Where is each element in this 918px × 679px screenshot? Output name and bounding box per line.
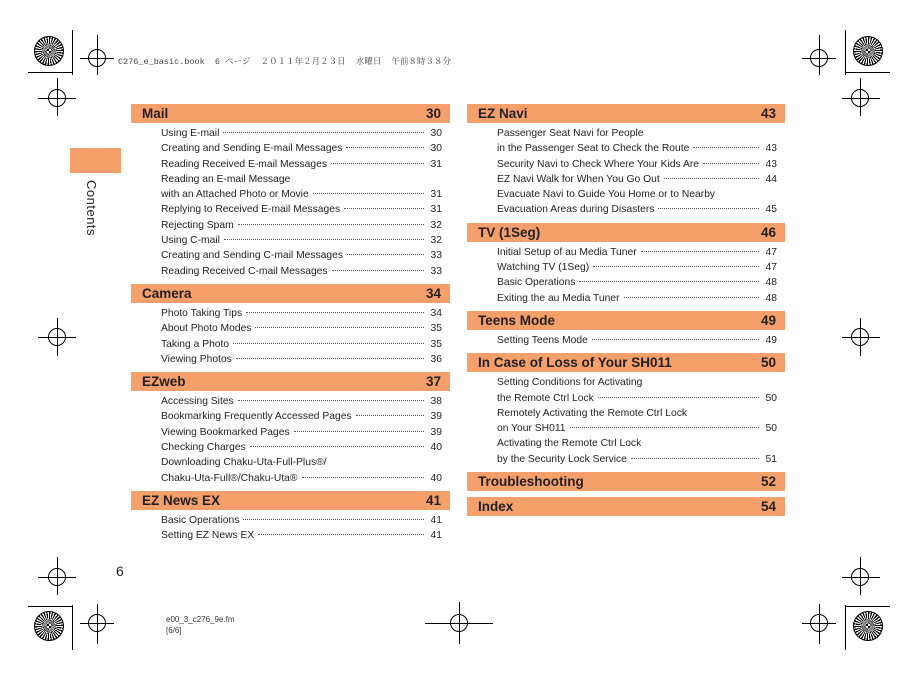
toc-entry-title: Replying to Received E-mail Messages	[161, 204, 341, 216]
crop-line	[860, 557, 861, 595]
section-page: 52	[760, 474, 776, 490]
dot-leader	[593, 266, 759, 267]
section-title: EZ News EX	[142, 492, 221, 508]
dot-leader	[332, 270, 424, 271]
section-entry-list	[467, 330, 785, 353]
toc-entry-page: 49	[765, 334, 777, 346]
section-entry-list	[131, 510, 450, 549]
toc-entry-page: 50	[765, 392, 777, 404]
toc-entry-row	[497, 452, 777, 467]
toc-entry-row	[161, 233, 442, 248]
section-title: In Case of Loss of Your SH011	[478, 355, 672, 371]
toc-entry-row	[161, 264, 442, 279]
toc-entry[interactable]	[497, 291, 777, 306]
crop-line	[459, 602, 460, 644]
toc-entry-row	[497, 202, 777, 217]
toc-entry-page: 31	[430, 189, 442, 201]
page-number: 6	[116, 563, 124, 579]
toc-entry-page: 43	[765, 158, 777, 170]
section-header[interactable]	[467, 104, 785, 123]
section-page: 49	[760, 312, 776, 328]
section-header[interactable]	[467, 223, 785, 242]
footer-pages: [6/6]	[166, 626, 182, 635]
section-entry-list	[131, 123, 450, 284]
print-header: C276_e_basic.book 6 ページ ２０１１年２月２３日 水曜日 午前８時３８分	[118, 57, 452, 67]
section-header[interactable]	[131, 491, 450, 510]
toc-entry-row	[161, 352, 442, 367]
toc-entry-row	[161, 248, 442, 263]
toc-entry-title: Reading Received C-mail Messages	[161, 265, 328, 277]
section-header[interactable]	[131, 372, 450, 391]
toc-left-column	[131, 104, 450, 549]
toc-entry-title-line: Reading an E-mail Message	[161, 173, 291, 185]
toc-entry[interactable]	[161, 513, 442, 528]
toc-entry-title: Taking a Photo	[161, 338, 230, 350]
toc-entry-page: 43	[765, 143, 777, 155]
footer-file-info	[166, 614, 235, 636]
toc-entry[interactable]	[161, 337, 442, 352]
toc-entry-page: 40	[430, 442, 442, 454]
dot-leader	[344, 208, 424, 209]
section-page: 54	[760, 499, 776, 515]
toc-entry-title: Watching TV (1Seg)	[497, 262, 590, 274]
toc-entry-row	[161, 394, 442, 409]
toc-entry-title: Evacuation Areas during Disasters	[497, 204, 655, 216]
crop-line	[819, 604, 820, 644]
toc-entry-row	[497, 141, 777, 156]
dot-leader	[631, 458, 759, 459]
toc-entry-title: Reading Received E-mail Messages	[161, 158, 327, 170]
section-title: TV (1Seg)	[478, 224, 541, 240]
dot-leader	[331, 163, 424, 164]
toc-entry-page: 47	[765, 246, 777, 258]
toc-entry-title: Checking Charges	[161, 442, 246, 454]
toc-entry-row	[161, 157, 442, 172]
toc-entry-row	[161, 513, 442, 528]
toc-entry[interactable]	[161, 528, 442, 543]
toc-entry-page: 35	[430, 338, 442, 350]
toc-entry-title: Using C-mail	[161, 235, 220, 247]
toc-entry-title: Creating and Sending C-mail Messages	[161, 250, 344, 262]
dot-leader	[592, 339, 759, 340]
toc-entry-title: Using E-mail	[161, 128, 220, 139]
footer-filename: e00_3_c276_9e.fm	[166, 615, 235, 624]
toc-entry-row	[161, 306, 442, 321]
toc-entry-page: 51	[765, 453, 777, 465]
section-title: EZ Navi	[478, 106, 528, 121]
toc-entry-title-line: Remotely Activating the Remote Ctrl Lock	[497, 407, 687, 419]
toc-entry-row	[161, 471, 442, 486]
section-header[interactable]	[467, 497, 785, 516]
toc-entry-row	[497, 333, 777, 348]
toc-entry-title: Creating and Sending E-mail Messages	[161, 143, 343, 155]
toc-entry-title: Setting EZ News EX	[161, 530, 255, 542]
toc-entry[interactable]	[497, 260, 777, 275]
contents-side-label: Contents	[84, 180, 99, 237]
crop-line	[28, 606, 73, 607]
toc-entry-title-line: Downloading Chaku-Uta-Full-Plus®/	[161, 457, 327, 469]
dot-leader	[233, 343, 424, 344]
registration-burst-icon	[34, 36, 64, 66]
toc-entry-title: the Remote Ctrl Lock	[497, 392, 594, 404]
toc-entry-page: 41	[430, 530, 442, 542]
toc-entry-row	[497, 245, 777, 260]
toc-entry-title: Exiting the au Media Tuner	[497, 292, 620, 304]
toc-entry-title: Chaku-Uta-Full®/Chaku-Uta®	[161, 472, 298, 484]
toc-entry-row	[161, 202, 442, 217]
toc-entry[interactable]	[161, 306, 442, 321]
toc-entry-row	[497, 291, 777, 306]
toc-entry[interactable]	[497, 333, 777, 348]
toc-entry[interactable]	[497, 275, 777, 290]
section-header[interactable]	[131, 284, 450, 303]
toc-entry-page: 38	[430, 396, 442, 408]
toc-entry-page: 33	[430, 265, 442, 277]
dot-leader	[703, 163, 759, 164]
toc-entry-row	[161, 321, 442, 336]
toc-entry-title: Bookmarking Frequently Accessed Pages	[161, 411, 352, 423]
toc-entry-title: Viewing Photos	[161, 353, 232, 365]
toc-entry[interactable]	[497, 126, 777, 157]
toc-entry[interactable]	[161, 233, 442, 248]
crop-line	[57, 557, 58, 595]
toc-entry-page: 31	[430, 204, 442, 216]
toc-entry[interactable]	[161, 157, 442, 172]
dot-leader	[236, 358, 424, 359]
dot-leader	[641, 251, 759, 252]
toc-entry-page: 50	[765, 423, 777, 435]
section-page: 43	[760, 106, 776, 121]
dot-leader	[579, 281, 759, 282]
dot-leader	[658, 208, 759, 209]
dot-leader	[302, 477, 425, 478]
toc-entry[interactable]	[161, 425, 442, 440]
section-header[interactable]	[467, 472, 785, 491]
dot-leader	[356, 415, 424, 416]
toc-entry-page: 45	[765, 204, 777, 216]
toc-entry-page: 40	[430, 472, 442, 484]
crop-line	[57, 318, 58, 356]
toc-entry-row	[161, 218, 442, 233]
toc-entry-row	[497, 391, 777, 406]
toc-entry-row	[497, 421, 777, 436]
toc-entry-row	[497, 260, 777, 275]
toc-entry[interactable]	[161, 141, 442, 156]
toc-entry[interactable]	[161, 321, 442, 336]
dot-leader	[693, 147, 759, 148]
section-header[interactable]	[467, 353, 785, 372]
toc-entry-title: Accessing Sites	[161, 396, 234, 408]
dot-leader	[598, 397, 759, 398]
toc-entry[interactable]	[497, 406, 777, 437]
toc-entry-page: 30	[430, 128, 442, 139]
registration-burst-icon	[853, 36, 883, 66]
toc-entry-page: 34	[430, 307, 442, 319]
toc-entry-title: Basic Operations	[497, 277, 576, 289]
toc-entry[interactable]	[161, 126, 442, 141]
toc-entry-title: Viewing Bookmarked Pages	[161, 426, 290, 438]
crop-line	[57, 78, 58, 116]
dot-leader	[570, 427, 759, 428]
toc-entry[interactable]	[161, 352, 442, 367]
dot-leader	[664, 178, 759, 179]
toc-entry-row	[497, 275, 777, 290]
toc-entry-title: with an Attached Photo or Movie	[161, 189, 309, 201]
section-page: 46	[760, 224, 776, 240]
section-title: Index	[478, 499, 514, 515]
section-header[interactable]	[467, 311, 785, 330]
registration-burst-icon	[853, 611, 883, 641]
crop-line	[72, 30, 73, 75]
section-entry-list	[467, 516, 785, 522]
toc-entry-row	[161, 425, 442, 440]
crop-line	[97, 604, 98, 644]
dot-leader	[243, 519, 424, 520]
toc-entry-page: 31	[430, 158, 442, 170]
toc-entry-title-line: Evacuate Navi to Guide You Home or to Nearby	[497, 189, 716, 201]
dot-leader	[250, 446, 424, 447]
toc-entry-page: 48	[765, 277, 777, 289]
toc-entry[interactable]	[161, 202, 442, 217]
section-title: Camera	[142, 285, 192, 301]
dot-leader	[258, 534, 424, 535]
toc-entry[interactable]	[497, 172, 777, 187]
section-header[interactable]	[131, 104, 450, 123]
section-title: EZweb	[142, 374, 186, 390]
section-entry-list	[467, 242, 785, 311]
toc-entry-title-line: Setting Conditions for Activating	[497, 377, 643, 389]
registration-burst-icon	[34, 611, 64, 641]
toc-entry[interactable]	[161, 440, 442, 455]
toc-entry-row	[161, 440, 442, 455]
crop-line	[72, 605, 73, 650]
crop-line	[819, 35, 820, 75]
crop-line	[842, 98, 880, 99]
toc-entry-row	[497, 157, 777, 172]
toc-entry-page: 48	[765, 292, 777, 304]
toc-entry-page: 32	[430, 219, 442, 231]
toc-entry-row	[161, 141, 442, 156]
toc-entry-title: Security Navi to Check Where Your Kids Are	[497, 158, 700, 170]
contents-side-tab	[70, 148, 121, 173]
toc-entry-title: Basic Operations	[161, 514, 240, 526]
dot-leader	[223, 132, 424, 133]
toc-entry[interactable]	[497, 375, 777, 406]
toc-entry[interactable]	[161, 455, 442, 486]
section-page: 37	[425, 374, 441, 390]
dot-leader	[224, 239, 424, 240]
crop-line	[28, 72, 73, 73]
dot-leader	[294, 431, 424, 432]
toc-entry-title: Setting Teens Mode	[497, 334, 588, 346]
crop-line	[860, 318, 861, 356]
dot-leader	[255, 327, 424, 328]
crop-line	[845, 30, 846, 75]
dot-leader	[246, 312, 424, 313]
crop-line	[845, 605, 846, 650]
toc-entry-title: Initial Setup of au Media Tuner	[497, 246, 637, 258]
section-page: 30	[425, 106, 441, 121]
section-entry-list	[467, 123, 785, 223]
toc-entry[interactable]	[161, 218, 442, 233]
crop-line	[842, 577, 880, 578]
toc-entry-page: 47	[765, 262, 777, 274]
toc-entry-page: 32	[430, 235, 442, 247]
toc-entry[interactable]	[161, 172, 442, 203]
toc-entry-title: in the Passenger Seat to Check the Route	[497, 143, 690, 155]
dot-leader	[313, 193, 424, 194]
toc-entry-page: 39	[430, 411, 442, 423]
toc-entry-page: 39	[430, 426, 442, 438]
dot-leader	[624, 297, 760, 298]
dot-leader	[238, 224, 424, 225]
toc-entry[interactable]	[497, 187, 777, 218]
toc-entry[interactable]	[161, 248, 442, 263]
toc-entry-row	[161, 528, 442, 543]
toc-entry-page: 36	[430, 353, 442, 365]
toc-entry-title: on Your SH011	[497, 423, 566, 435]
toc-entry-title: About Photo Modes	[161, 323, 252, 335]
toc-entry-title: Rejecting Spam	[161, 219, 234, 231]
toc-entry[interactable]	[497, 436, 777, 467]
toc-entry-page: 41	[430, 514, 442, 526]
crop-line	[860, 78, 861, 116]
section-title: Mail	[142, 106, 169, 121]
section-page: 34	[425, 285, 441, 301]
toc-entry-row	[161, 409, 442, 424]
toc-entry-row	[161, 337, 442, 352]
section-entry-list	[131, 391, 450, 491]
dot-leader	[346, 147, 424, 148]
toc-entry-row	[497, 172, 777, 187]
crop-line	[845, 72, 890, 73]
toc-entry[interactable]	[161, 409, 442, 424]
section-title: Troubleshooting	[478, 474, 584, 490]
section-page: 41	[425, 492, 441, 508]
toc-entry[interactable]	[161, 394, 442, 409]
dot-leader	[238, 400, 424, 401]
toc-entry-title-line: Activating the Remote Ctrl Lock	[497, 438, 642, 450]
toc-entry-row	[161, 126, 442, 141]
toc-entry[interactable]	[497, 157, 777, 172]
toc-entry-title-line: Passenger Seat Navi for People	[497, 128, 644, 139]
crop-line	[842, 337, 880, 338]
toc-entry[interactable]	[161, 264, 442, 279]
section-page: 50	[760, 355, 776, 371]
toc-entry-row	[161, 187, 442, 202]
section-entry-list	[131, 303, 450, 372]
toc-right-column	[467, 104, 785, 522]
toc-entry-page: 35	[430, 323, 442, 335]
toc-entry[interactable]	[497, 245, 777, 260]
dot-leader	[347, 254, 424, 255]
toc-entry-title: by the Security Lock Service	[497, 453, 627, 465]
section-entry-list	[467, 372, 785, 472]
toc-entry-page: 30	[430, 143, 442, 155]
crop-line	[845, 606, 890, 607]
toc-entry-page: 44	[765, 173, 777, 185]
section-title: Teens Mode	[478, 312, 556, 328]
crop-line	[97, 35, 98, 75]
toc-entry-title: Photo Taking Tips	[161, 307, 243, 319]
toc-entry-page: 33	[430, 250, 442, 262]
toc-entry-title: EZ Navi Walk for When You Go Out	[497, 173, 660, 185]
